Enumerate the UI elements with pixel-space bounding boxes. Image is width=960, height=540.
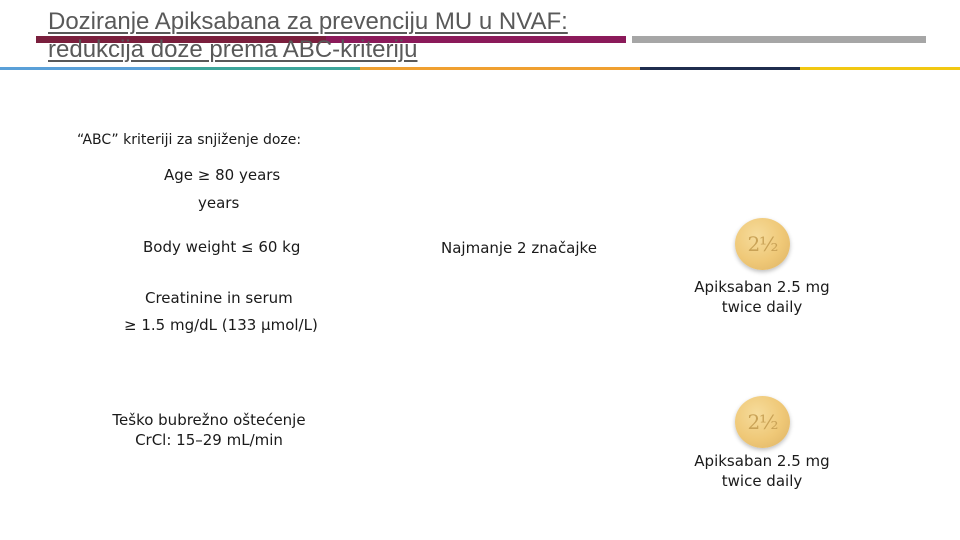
criterion-creatinine-value: ≥ 1.5 mg/dL (133 µmol/L) <box>124 316 318 334</box>
criterion-body-weight: Body weight ≤ 60 kg <box>143 238 301 256</box>
dose-recommendation-2-line2: twice daily <box>721 472 803 490</box>
criterion-renal-crcl: CrCl: 15–29 mL/min <box>135 431 283 449</box>
apixaban-pill-image-1 <box>735 218 790 270</box>
criterion-renal: Teško bubrežno oštećenje <box>112 411 306 429</box>
deco-line-navy <box>640 67 800 70</box>
dose-recommendation-2-line1: Apiksaban 2.5 mg <box>694 452 830 470</box>
deco-line-blue <box>0 67 170 70</box>
title-line-1: Doziranje Apiksabana za prevenciju MU u NVAF: <box>48 8 568 35</box>
dose-recommendation-1-line1: Apiksaban 2.5 mg <box>694 278 830 296</box>
at-least-two-criteria: Najmanje 2 značajke <box>441 239 597 257</box>
title-line-2: redukcija doze prema ABC-kriteriju <box>48 36 418 63</box>
criterion-age: Age ≥ 80 years <box>164 166 281 184</box>
dose-recommendation-1-line2: twice daily <box>721 298 803 316</box>
criteria-heading: “ABC” kriteriji za snjiženje doze: <box>77 132 302 148</box>
criterion-age-extra: years <box>198 194 240 212</box>
deco-line-teal <box>170 67 360 70</box>
page-title <box>48 8 748 64</box>
apixaban-pill-image-2 <box>735 396 790 448</box>
criterion-creatinine: Creatinine in serum <box>145 289 293 307</box>
pill-imprint-2: 2½ <box>747 410 778 434</box>
deco-line-yellow <box>800 67 960 70</box>
pill-imprint-1: 2½ <box>747 232 778 256</box>
deco-line-orange <box>360 67 640 70</box>
